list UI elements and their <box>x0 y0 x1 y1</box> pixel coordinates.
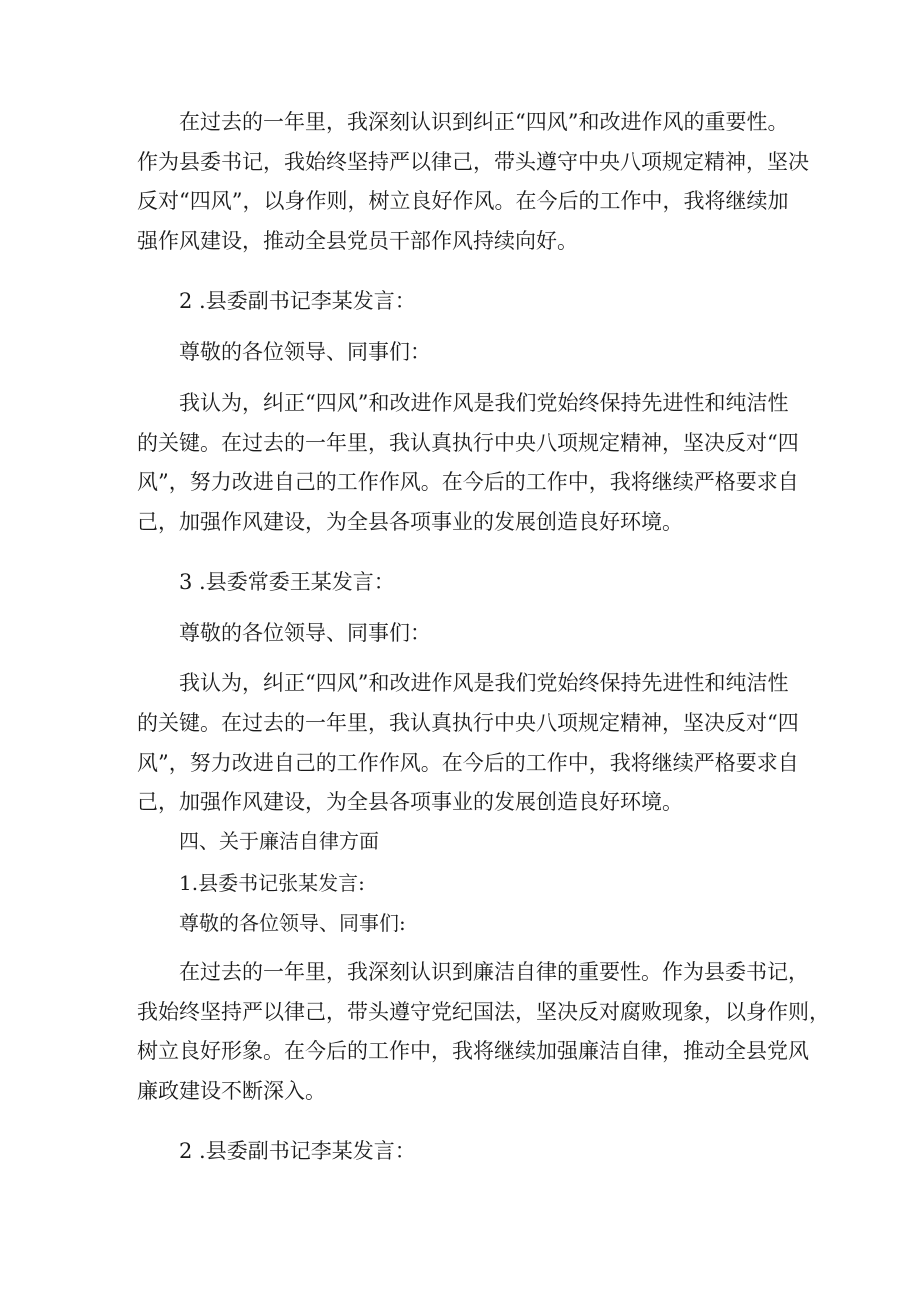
paragraph-line: 己，加强作风建设，为全县各项事业的发展创造良好环境。 <box>137 790 683 814</box>
paragraph-line: 风”，努力改进自己的工作作风。在今后的工作中，我将继续严格要求自 <box>137 470 799 494</box>
section-heading: 四、关于廉洁自律方面 <box>179 829 379 853</box>
paragraph-line: 廉政建设不断深入。 <box>137 1079 326 1103</box>
paragraph-line: 强作风建设，推动全县党员干部作风持续向好。 <box>137 229 578 253</box>
paragraph-line: 风”，努力改进自己的工作作风。在今后的工作中，我将继续严格要求自 <box>137 751 799 775</box>
salutation: 尊敬的各位领导、同事们： <box>179 340 431 364</box>
paragraph-line: 我认为，纠正“四风”和改进作风是我们党始终保持先进性和纯洁性 <box>179 391 789 415</box>
paragraph-line: 在过去的一年里，我深刻认识到纠正“四风”和改进作风的重要性。 <box>179 110 789 134</box>
speaker-heading: 1.县委书记张某发言: <box>179 871 365 895</box>
paragraph-line: 己，加强作风建设，为全县各项事业的发展创造良好环境。 <box>137 510 683 534</box>
paragraph-line: 的关键。在过去的一年里，我认真执行中央八项规定精神，坚决反对“四 <box>137 431 799 455</box>
paragraph-line: 我认为，纠正“四风”和改进作风是我们党始终保持先进性和纯洁性 <box>179 671 789 695</box>
paragraph-line: 我始终坚持严以律己，带头遵守党纪国法，坚决反对腐败现象，以身作则， <box>137 1000 830 1024</box>
speaker-heading: 2 .县委副书记李某发言： <box>179 1139 416 1163</box>
salutation: 尊敬的各位领导、同事们: <box>179 911 406 935</box>
paragraph-line: 反对“四风”，以身作则，树立良好作风。在今后的工作中，我将继续加 <box>137 189 789 213</box>
paragraph-line: 的关键。在过去的一年里，我认真执行中央八项规定精神，坚决反对“四 <box>137 711 799 735</box>
paragraph-line: 在过去的一年里，我深刻认识到廉洁自律的重要性。作为县委书记， <box>179 960 809 984</box>
salutation: 尊敬的各位领导、同事们： <box>179 621 431 645</box>
speaker-heading: 3 .县委常委王某发言： <box>179 570 395 594</box>
paragraph-line: 树立良好形象。在今后的工作中，我将继续加强廉洁自律，推动全县党风 <box>137 1039 809 1063</box>
paragraph-line: 作为县委书记，我始终坚持严以律己，带头遵守中央八项规定精神，坚决 <box>137 150 809 174</box>
speaker-heading: 2 .县委副书记李某发言： <box>179 289 416 313</box>
